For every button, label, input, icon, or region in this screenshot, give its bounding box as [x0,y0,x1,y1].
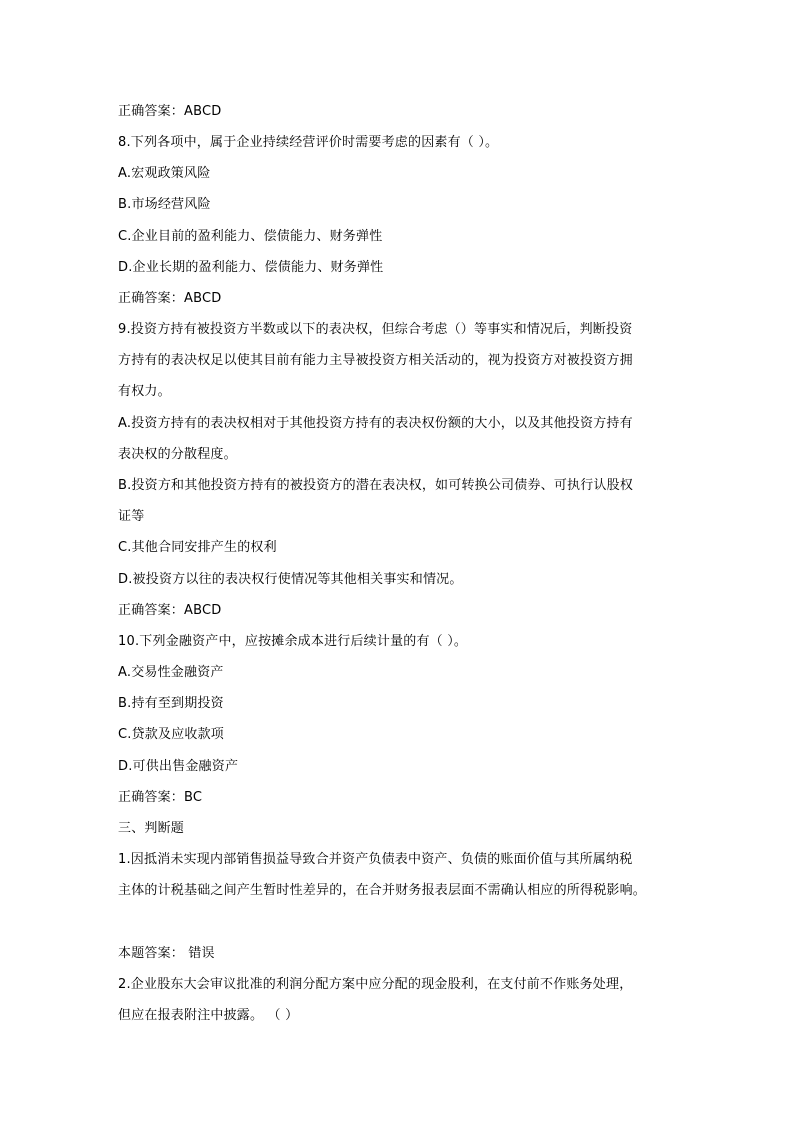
judgment-question-2-cont: 但应在报表附注中披露。 （ ） [118,1008,299,1023]
section-heading: 三、判断题 [118,821,185,836]
judgment-question-1: 1.因抵消未实现内部销售损益导致合并资产负债表中资产、负债的账面价值与其所属纳税 [118,852,633,867]
option-b: B.投资方和其他投资方持有的被投资方的潜在表决权，如可转换公司债券、可执行认股权 [118,478,634,493]
answer-line: 正确答案：ABCD [118,291,222,306]
answer-line: 正确答案：ABCD [118,104,222,119]
answer-line: 本题答案： 错误 [118,946,215,961]
option-c: C.其他合同安排产生的权利 [118,540,277,555]
option-a: A.宏观政策风险 [118,166,211,181]
option-c: C.企业目前的盈利能力、偿债能力、财务弹性 [118,229,383,244]
option-c: C.贷款及应收款项 [118,727,225,742]
option-d: D.被投资方以往的表决权行使情况等其他相关事实和情况。 [118,572,463,587]
question-9-cont: 有权力。 [118,384,171,399]
option-d: D.企业长期的盈利能力、偿债能力、财务弹性 [118,260,384,275]
option-b: B.持有至到期投资 [118,696,224,711]
option-b-cont: 证等 [118,509,145,524]
question-9: 9.投资方持有被投资方半数或以下的表决权，但综合考虑（）等事实和情况后，判断投资 [118,322,633,337]
judgment-question-2: 2.企业股东大会审议批准的利润分配方案中应分配的现金股利，在支付前不作账务处理， [118,977,633,992]
option-a-cont: 表决权的分散程度。 [118,447,237,462]
question-8: 8.下列各项中，属于企业持续经营评价时需要考虑的因素有（ ）。 [118,135,499,150]
judgment-question-1-cont: 主体的计税基础之间产生暂时性差异的，在合并财务报表层面不需确认相应的所得税影响。 [118,883,647,898]
answer-line: 正确答案：ABCD [118,603,222,618]
answer-line: 正确答案：BC [118,790,203,805]
option-a: A.交易性金融资产 [118,665,224,680]
option-d: D.可供出售金融资产 [118,759,239,774]
question-10: 10.下列金融资产中，应按摊余成本进行后续计量的有（ ）。 [118,634,468,649]
option-b: B.市场经营风险 [118,197,211,212]
option-a: A.投资方持有的表决权相对于其他投资方持有的表决权份额的大小，以及其他投资方持有 [118,416,633,431]
question-9-cont: 方持有的表决权足以使其目前有能力主导被投资方相关活动的，视为投资方对被投资方拥 [118,353,633,368]
